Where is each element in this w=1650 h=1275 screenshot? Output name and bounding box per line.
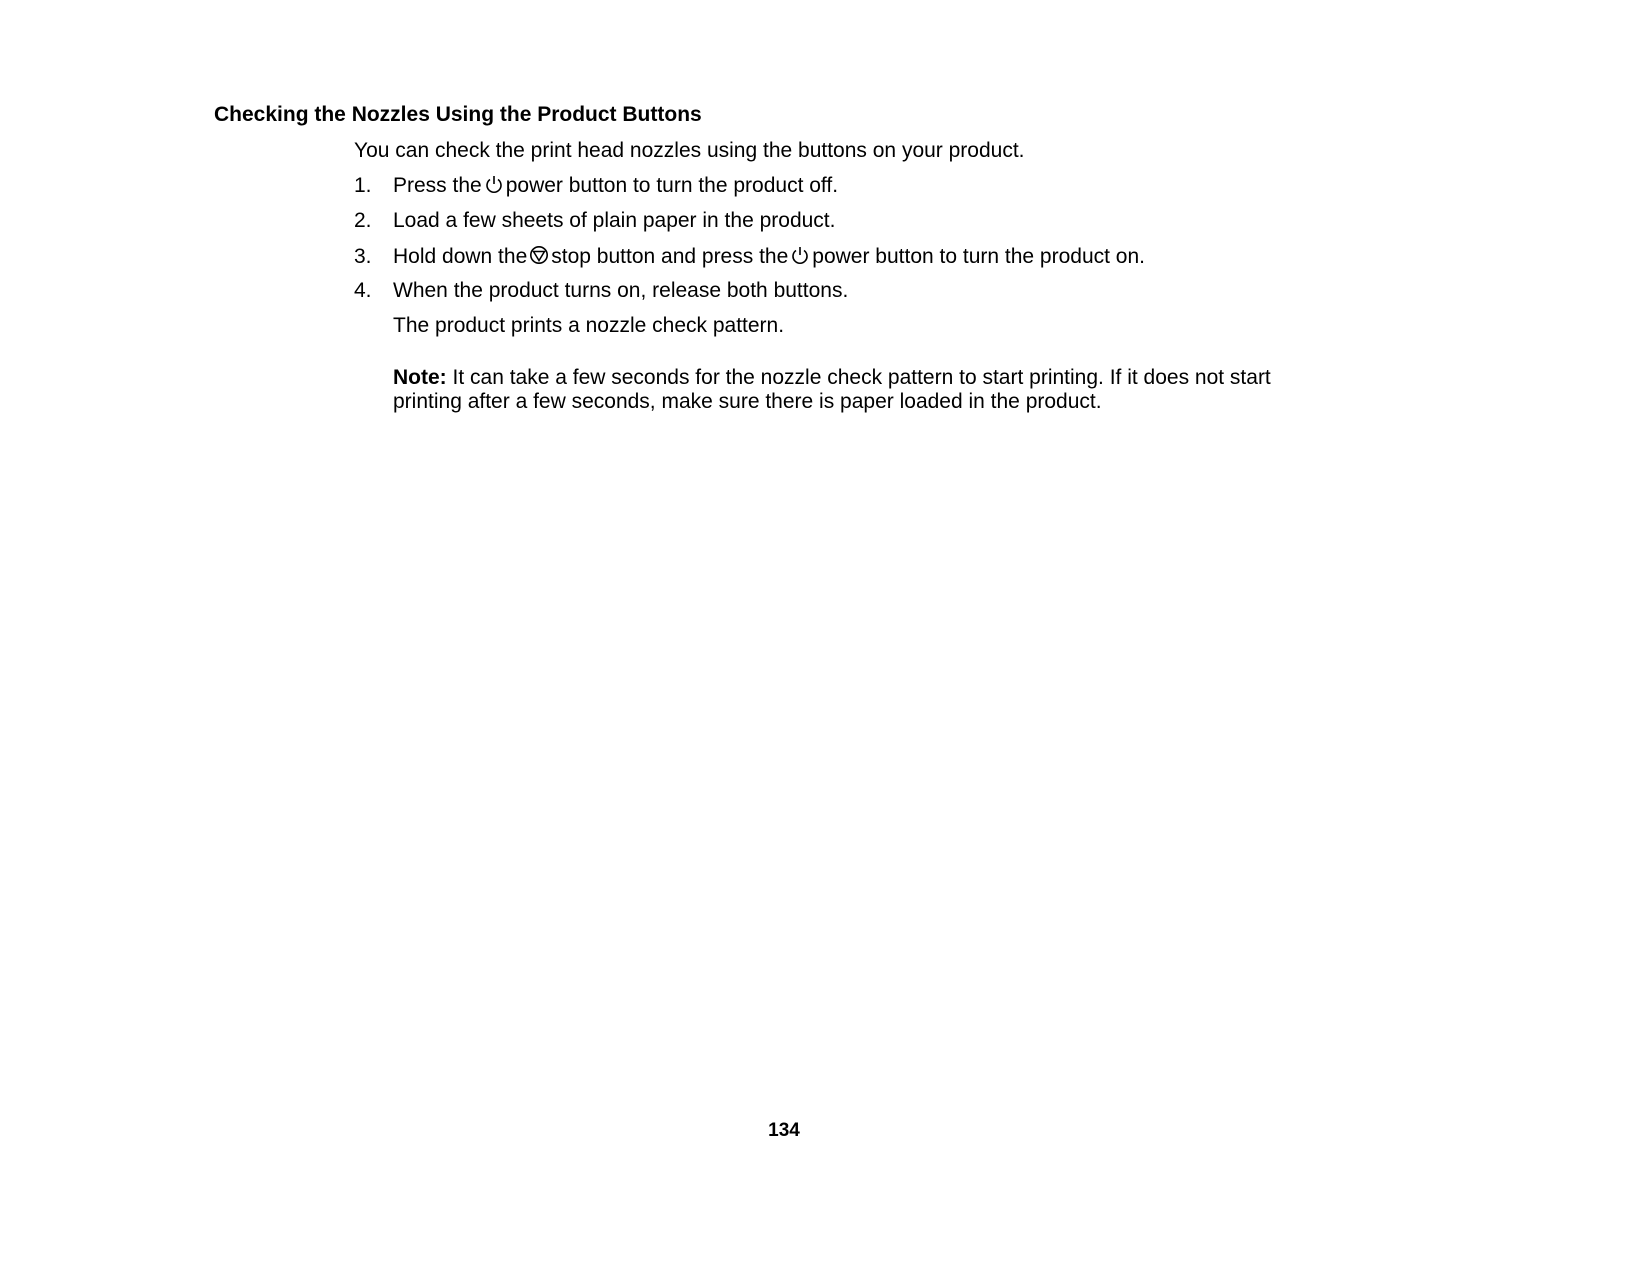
intro-text: You can check the print head nozzles using the buttons on your product. — [354, 139, 1025, 162]
step-number: 3. — [354, 245, 372, 268]
power-icon — [790, 245, 810, 265]
section-heading: Checking the Nozzles Using the Product Buttons — [214, 103, 702, 126]
note-label: Note: — [393, 366, 447, 389]
note-text: It can take a few seconds for the nozzle check pattern to start printing. If it does not start printing after a few seconds, make sure there is paper loaded in the product. — [393, 366, 1271, 413]
page-number: 134 — [768, 1120, 800, 1141]
step-text: When the product turns on, release both buttons. — [393, 279, 849, 302]
step-number: 1. — [354, 174, 372, 197]
step-text: stop button and press the — [551, 245, 789, 268]
step-text: Load a few sheets of plain paper in the product. — [393, 209, 836, 232]
note — [393, 366, 1313, 414]
step-number: 4. — [354, 279, 372, 302]
result-text: The product prints a nozzle check pattern. — [393, 314, 785, 337]
step-number: 2. — [354, 209, 372, 232]
step-text: Press the — [393, 174, 482, 197]
power-icon — [484, 174, 504, 194]
step-text: power button to turn the product on. — [812, 245, 1145, 268]
step-text: power button to turn the product off. — [505, 174, 839, 197]
step-text: Hold down the — [393, 245, 528, 268]
stop-icon — [529, 245, 549, 265]
